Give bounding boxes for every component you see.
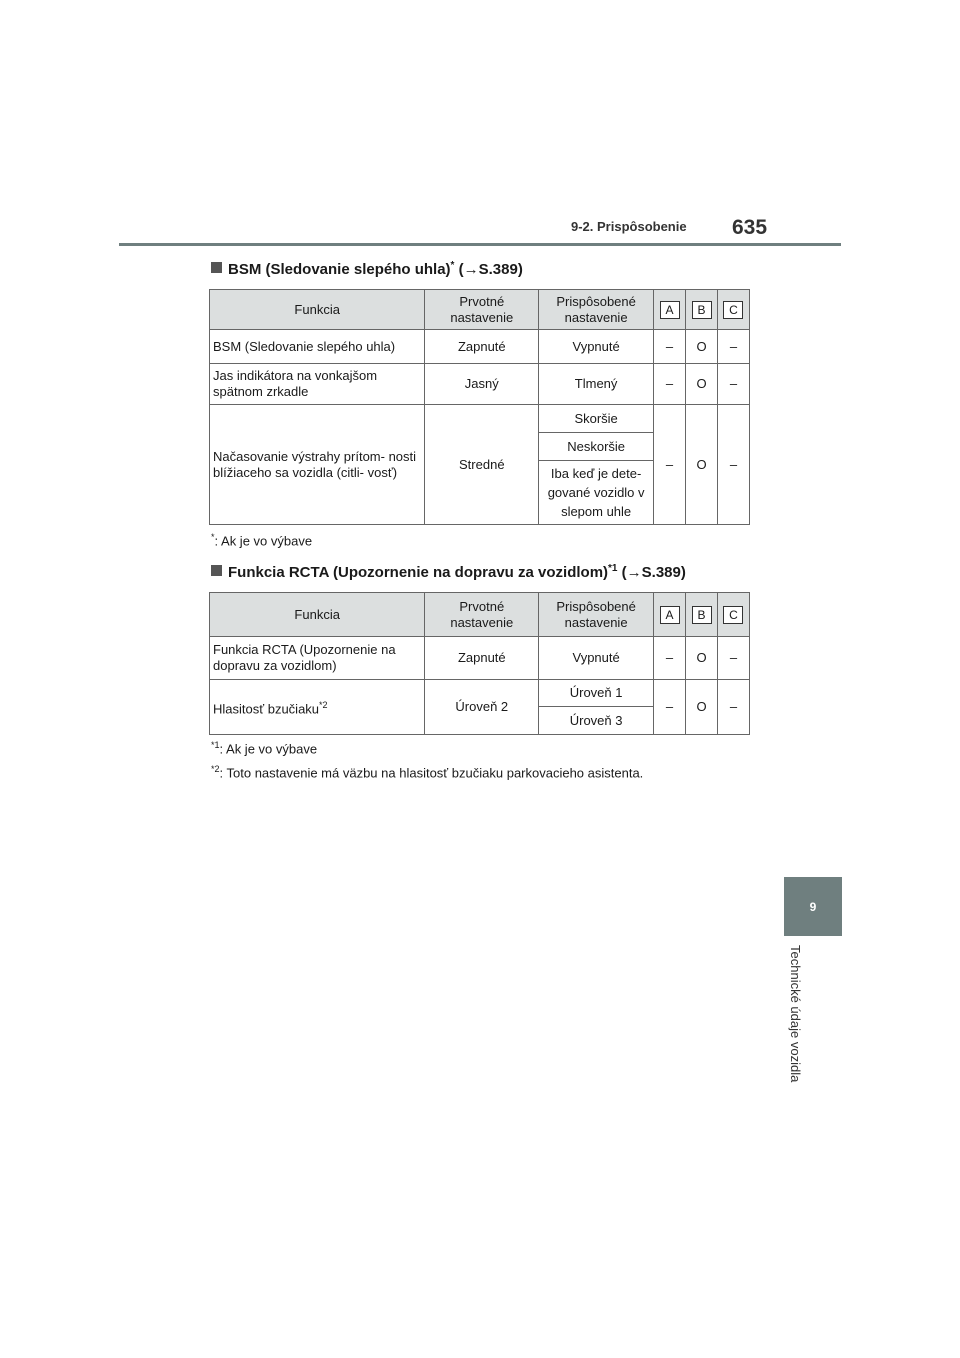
table-header-row xyxy=(210,290,750,330)
table-header-row xyxy=(210,593,750,637)
square-bullet-icon xyxy=(211,262,222,273)
bsm-settings-table xyxy=(209,289,750,525)
column-header-b: B xyxy=(686,290,718,330)
page-reference-link[interactable]: (→S.389) xyxy=(458,261,523,278)
page-reference-link[interactable]: (→S.389) xyxy=(621,564,686,581)
table-row: Iba keď je dete- gované vozidlo v slepom uhle xyxy=(210,461,750,525)
rcta-settings-table xyxy=(209,592,750,735)
column-header-a: A xyxy=(654,593,686,637)
table-row: BSM (Sledovanie slepého uhla) Zapnuté Vypnuté – O – xyxy=(210,330,750,364)
table-row: Hlasitosť bzučiaku$^{*2}$ Úroveň 2 Úroveň 1 – O – xyxy=(210,680,750,707)
header-divider xyxy=(119,243,841,246)
square-bullet-icon xyxy=(211,565,222,576)
column-header-b: B xyxy=(686,593,718,637)
bsm-footnote: *: Ak je vo výbave xyxy=(211,532,313,549)
chapter-tab[interactable]: 9 xyxy=(784,877,842,936)
section-heading: 9-2. Prispôsobenie xyxy=(571,219,687,234)
bsm-section-title: BSM (Sledovanie slepého uhla)* (→S.389) xyxy=(211,260,523,278)
column-header-c: C xyxy=(717,593,749,637)
column-header-custom: Prispôsobené nastavenie xyxy=(539,290,654,330)
column-header-a: A xyxy=(654,290,686,330)
rcta-section-title: Funkcia RCTA (Upozornenie na dopravu za vozidlom)$^{*1}$ (→S.389) xyxy=(211,563,686,581)
chapter-label: Technické údaje vozidla xyxy=(788,945,803,1083)
table-row: Načasovanie výstrahy prítom- nosti blížiaceho sa vozidla (citli- vosť) Stredné Skoršie – O – xyxy=(210,405,750,433)
column-header-function: Funkcia xyxy=(210,593,425,637)
column-header-c: C xyxy=(717,290,749,330)
column-header-function: Funkcia xyxy=(210,290,425,330)
column-header-default: Prvotné nastavenie xyxy=(425,593,539,637)
table-row: Funkcia RCTA (Upozornenie na dopravu za vozidlom) Zapnuté Vypnuté – O – xyxy=(210,637,750,680)
table-row: Úroveň 3 xyxy=(210,707,750,735)
page-number: 635 xyxy=(732,216,768,239)
column-header-custom: Prispôsobené nastavenie xyxy=(539,593,654,637)
table-row: Jas indikátora na vonkajšom spätnom zrkadle Jasný Tlmený – O – xyxy=(210,364,750,405)
rcta-footnote-1: $^{*1}$: Ak je vo výbave xyxy=(211,740,318,757)
column-header-default: Prvotné nastavenie xyxy=(425,290,539,330)
rcta-footnote-2: $^{*2}$: Toto nastavenie má väzbu na hlasitosť bzučiaku parkovacieho asistenta. xyxy=(211,764,644,781)
table-row: Neskoršie xyxy=(210,433,750,461)
